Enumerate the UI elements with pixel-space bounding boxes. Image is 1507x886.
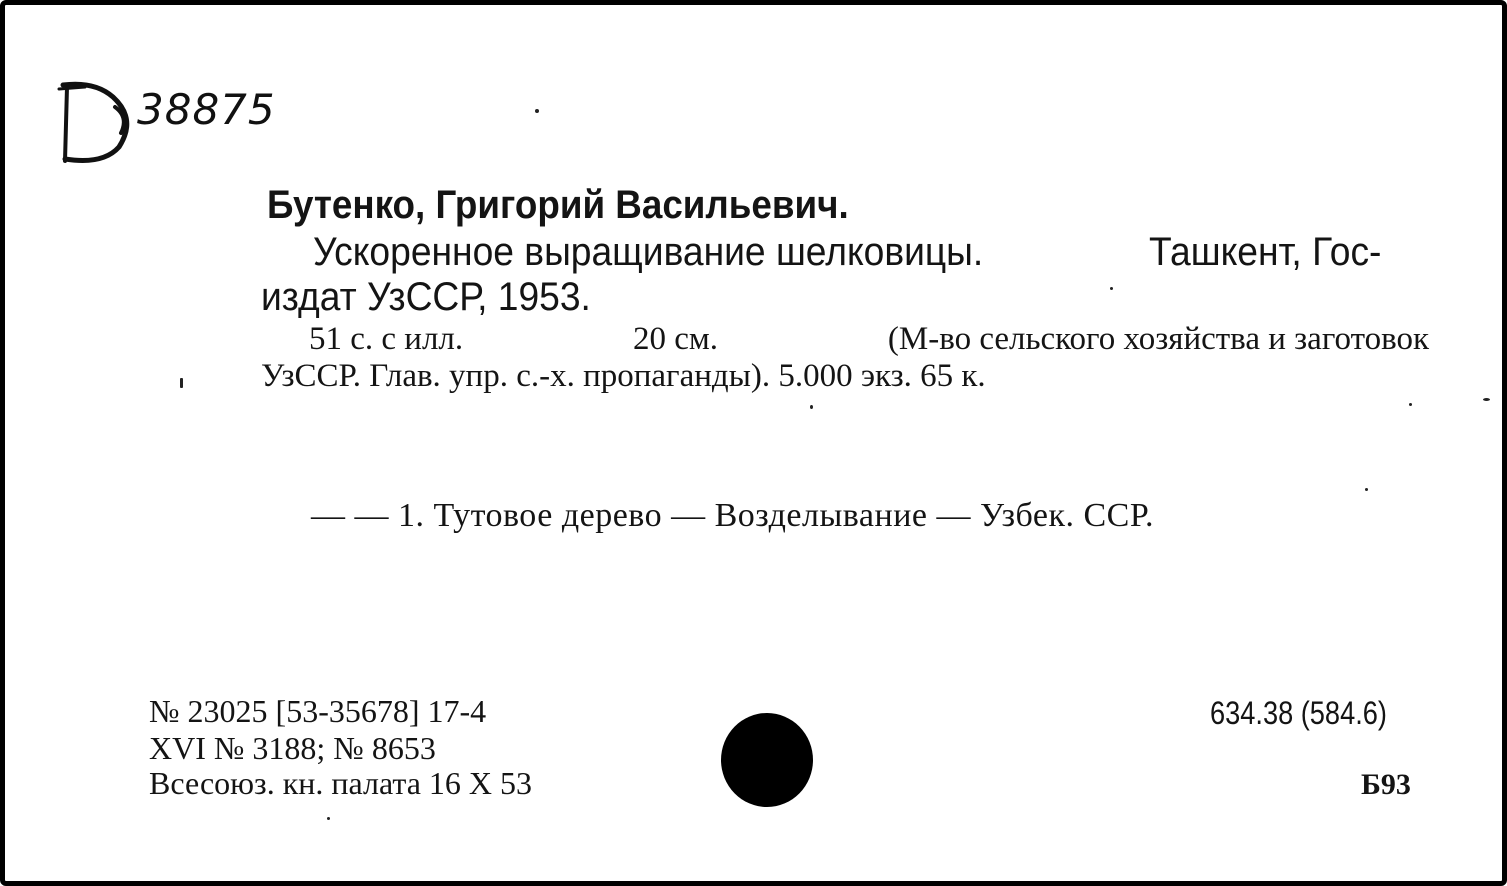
speck (1110, 287, 1113, 290)
handwritten-call-number: 38875 (137, 85, 276, 134)
author-heading: Бутенко, Григорий Васильевич. (267, 183, 849, 227)
chamber-imprint: Всесоюз. кн. палата 16 X 53 (149, 765, 532, 801)
dimensions: 20 см. (633, 321, 719, 357)
handwritten-letter-d-icon (55, 77, 145, 167)
speck (1365, 488, 1368, 491)
subject-heading: — — 1. Тутовое дерево — Возделывание — Узбек. ССР. (311, 497, 1154, 534)
physical-description-line-2: УзССР. Глав. упр. с.-х. пропаганды). 5.000 экз. 65 к. (261, 358, 986, 394)
title-line-1: Ускоренное выращивание шелковицы. (313, 230, 984, 274)
series-statement: (М-во сельского хозяйства и заготовок (887, 321, 1429, 357)
speck (327, 817, 330, 820)
speck (810, 405, 813, 409)
udc-code: 634.38 (584.6) (1210, 695, 1387, 731)
speck (180, 378, 183, 388)
handwritten-call-mark (55, 77, 305, 167)
pagination: 51 с. с илл. (309, 321, 464, 357)
speck (535, 109, 539, 113)
speck (1409, 403, 1412, 406)
cutter-code: Б93 (1361, 768, 1411, 801)
speck (1483, 398, 1490, 401)
classification-numbers: XVI № 3188; № 8653 (149, 730, 436, 766)
physical-description-line-1 (309, 321, 1429, 358)
imprint-place: Ташкент, Гос- (1149, 230, 1382, 274)
punch-hole (721, 713, 813, 807)
registration-number: № 23025 [53-35678] 17-4 (149, 693, 487, 729)
title-line-2: издат УзССР, 1953. (261, 275, 591, 319)
